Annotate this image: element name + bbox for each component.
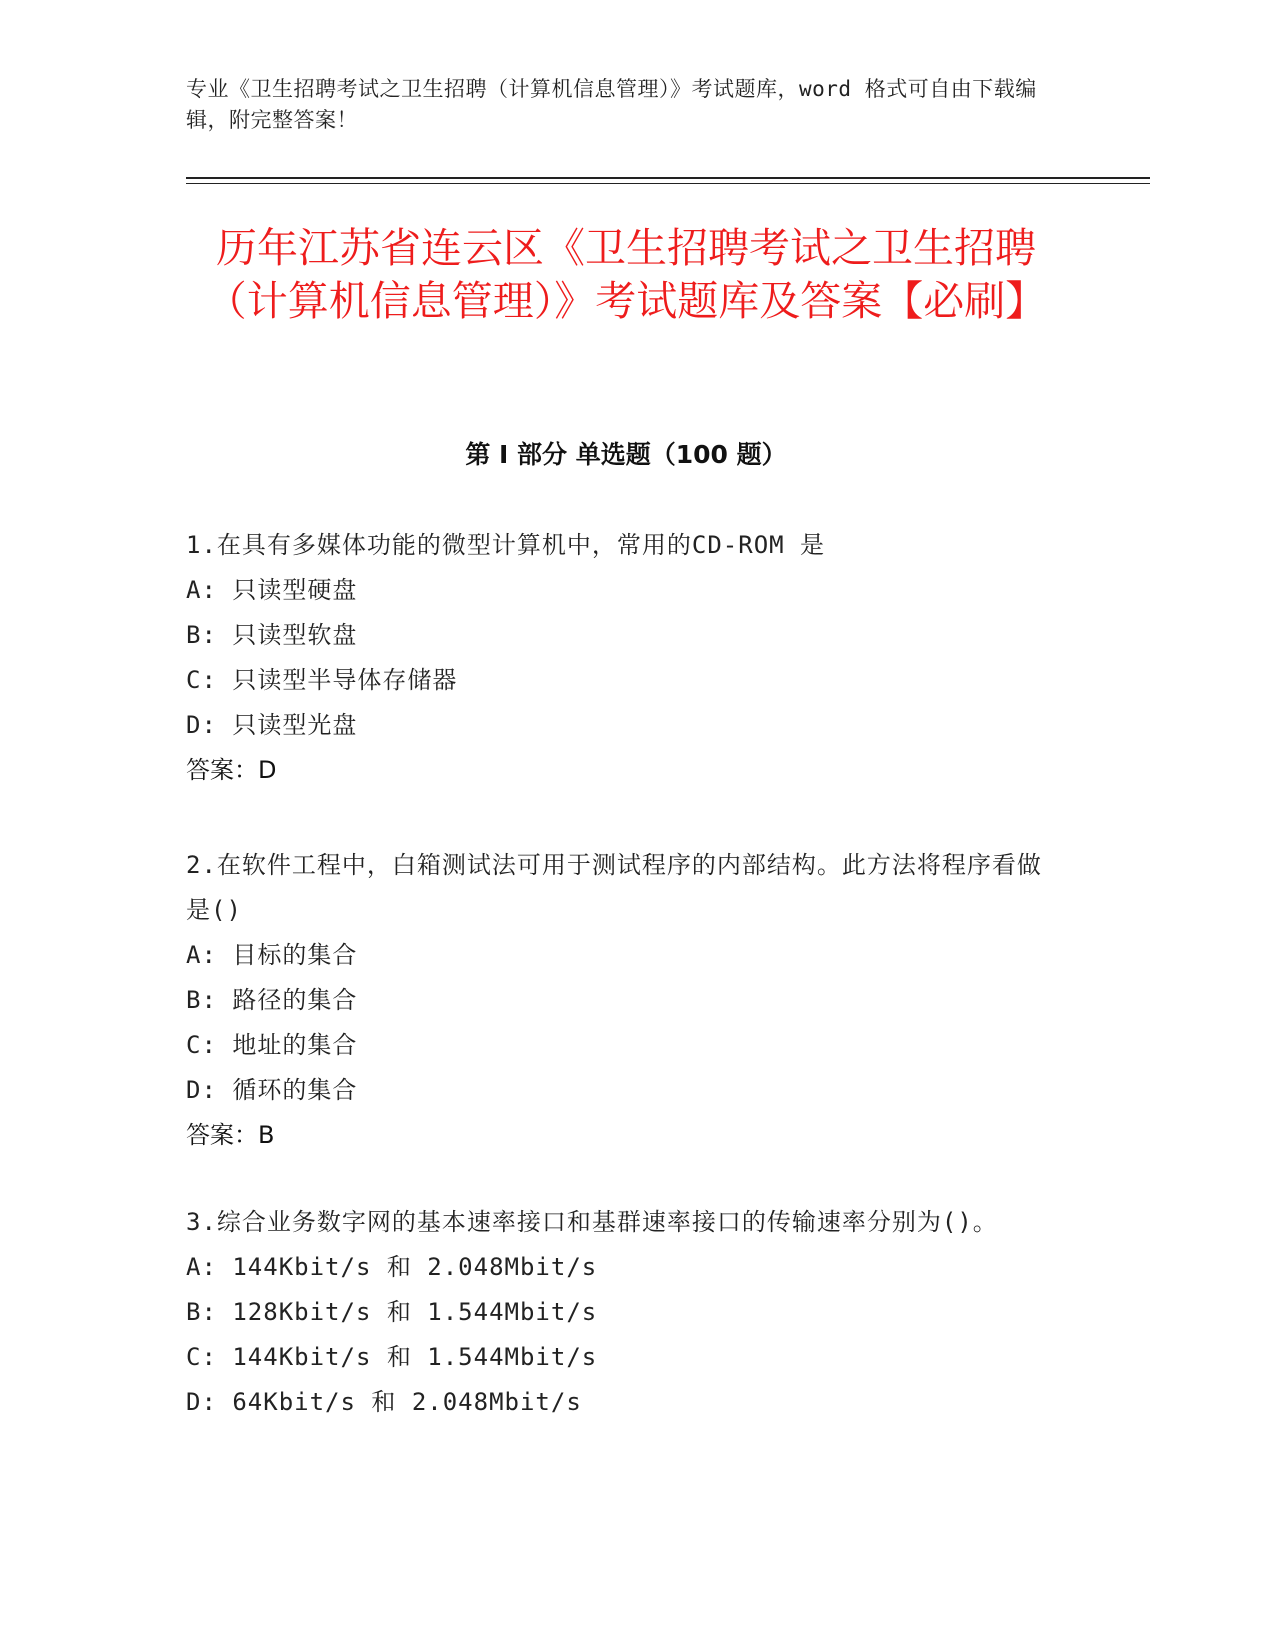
answer-line: 答案：D bbox=[186, 756, 277, 784]
option-c: C: 地址的集合 bbox=[186, 1031, 358, 1059]
option-a: A: 144Kbit/s 和 2.048Mbit/s bbox=[186, 1253, 598, 1281]
header-note: 专业《卫生招聘考试之卫生招聘（计算机信息管理）》考试题库，word 格式可自由下载编辑，附完整答案！ bbox=[186, 77, 1037, 132]
question-2 bbox=[186, 843, 1066, 1158]
header-rule-thick bbox=[186, 177, 1150, 179]
option-d: D: 只读型光盘 bbox=[186, 711, 358, 739]
option-d: D: 循环的集合 bbox=[186, 1076, 358, 1104]
question-stem: 3.综合业务数字网的基本速率接口和基群速率接口的传输速率分别为()。 bbox=[186, 1208, 998, 1236]
question-stem: 2.在软件工程中，白箱测试法可用于测试程序的内部结构。此方法将程序看做是() bbox=[186, 851, 1042, 924]
option-b: B: 路径的集合 bbox=[186, 986, 358, 1014]
option-a: A: 目标的集合 bbox=[186, 941, 358, 969]
question-1 bbox=[186, 523, 1066, 793]
section-heading: 第 I 部分 单选题（100 题） bbox=[465, 440, 787, 469]
header-rule-thin bbox=[186, 183, 1150, 184]
option-b: B: 只读型软盘 bbox=[186, 621, 358, 649]
option-b: B: 128Kbit/s 和 1.544Mbit/s bbox=[186, 1298, 598, 1326]
option-c: C: 144Kbit/s 和 1.544Mbit/s bbox=[186, 1343, 598, 1371]
document-title: 历年江苏省连云区《卫生招聘考试之卫生招聘（计算机信息管理）》考试题库及答案【必刷】 bbox=[205, 224, 1047, 325]
option-a: A: 只读型硬盘 bbox=[186, 576, 358, 604]
option-c: C: 只读型半导体存储器 bbox=[186, 666, 458, 694]
answer-line: 答案：B bbox=[186, 1121, 275, 1149]
question-stem: 1.在具有多媒体功能的微型计算机中，常用的CD-ROM 是 bbox=[186, 531, 826, 559]
question-3 bbox=[186, 1200, 1066, 1425]
option-d: D: 64Kbit/s 和 2.048Mbit/s bbox=[186, 1388, 582, 1416]
